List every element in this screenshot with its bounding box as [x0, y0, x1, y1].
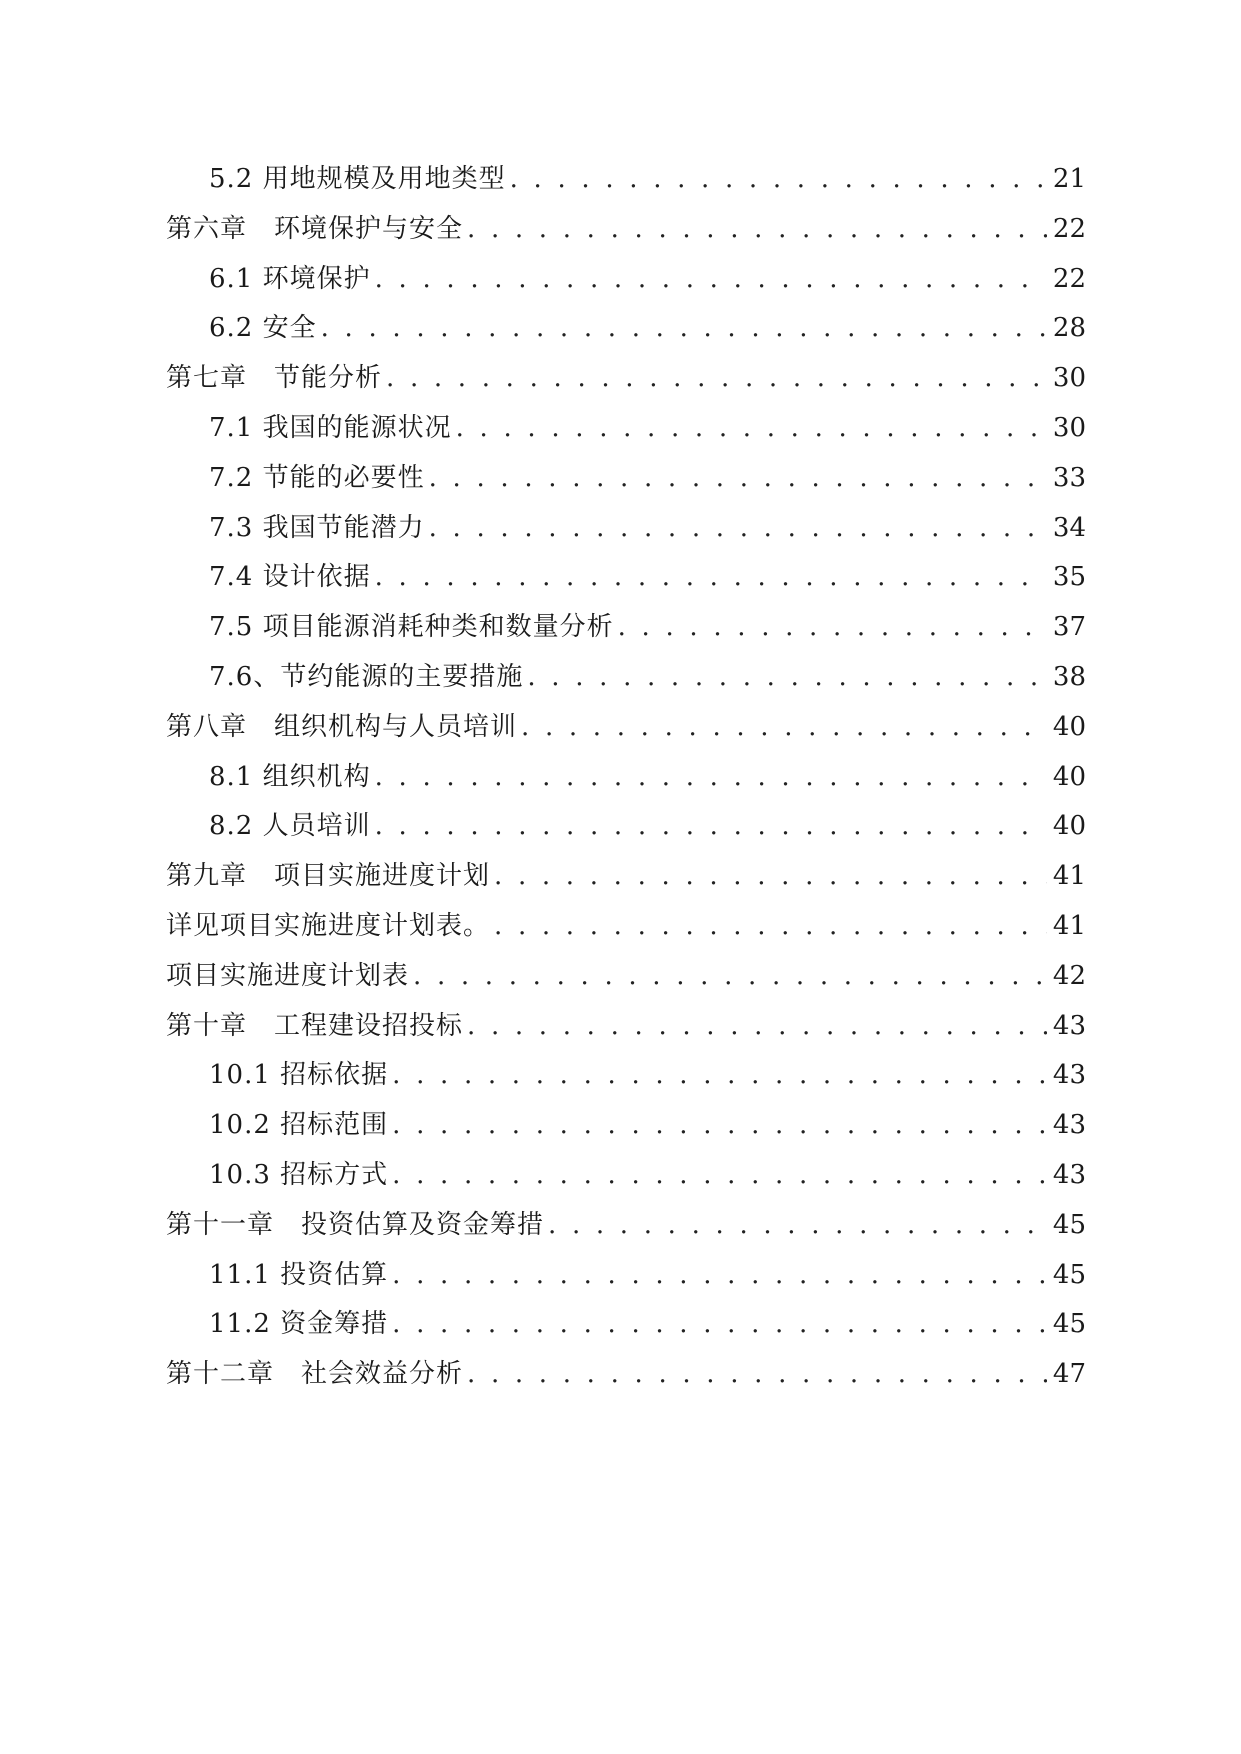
toc-dot-leader	[375, 753, 1047, 803]
toc-entry-page-number: 40	[1052, 811, 1086, 842]
toc-entry[interactable]	[166, 205, 1086, 255]
toc-entry[interactable]	[166, 354, 1086, 404]
toc-entry-title: 7.2 节能的必要性	[209, 462, 425, 493]
toc-entry-title: 5.2 用地规模及用地类型	[209, 164, 506, 194]
toc-entry[interactable]	[166, 1051, 1086, 1101]
toc-dot-leader	[386, 354, 1047, 404]
toc-entry-page-number: 45	[1052, 1309, 1086, 1340]
toc-entry-title: 7.3 我国节能潜力	[209, 512, 425, 543]
toc-entry[interactable]	[166, 155, 1086, 205]
toc-entry-page-number: 22	[1052, 263, 1086, 294]
toc-entry-title: 8.2 人员培训	[209, 811, 371, 842]
toc-entry-title: 第八章 组织机构与人员培训	[166, 711, 518, 742]
toc-entry-title: 7.1 我国的能源状况	[209, 412, 452, 443]
toc-entry-page-number: 43	[1052, 1010, 1086, 1041]
toc-entry-page-number: 47	[1052, 1359, 1086, 1390]
toc-entry[interactable]	[166, 952, 1086, 1002]
toc-entry[interactable]	[166, 553, 1086, 603]
toc-dot-leader	[392, 1101, 1047, 1151]
toc-entry[interactable]	[166, 703, 1086, 753]
toc-dot-leader	[321, 304, 1047, 354]
toc-entry-title: 11.1 投资估算	[209, 1259, 389, 1290]
toc-entry-title: 详见项目实施进度计划表。	[166, 910, 491, 941]
toc-entry[interactable]	[166, 1201, 1086, 1251]
toc-entry-page-number: 38	[1052, 661, 1086, 692]
toc-entry[interactable]	[166, 1251, 1086, 1301]
toc-entry-title: 第七章 节能分析	[166, 363, 383, 394]
toc-entry[interactable]	[166, 255, 1086, 305]
toc-entry-page-number: 45	[1052, 1209, 1086, 1240]
toc-entry-title: 6.2 安全	[209, 313, 317, 344]
toc-entry-title: 8.1 组织机构	[209, 761, 371, 792]
toc-entry-title: 第九章 项目实施进度计划	[166, 861, 491, 892]
toc-dot-leader	[429, 504, 1047, 554]
toc-dot-leader	[521, 703, 1047, 753]
toc-entry[interactable]	[166, 852, 1086, 902]
toc-dot-leader	[510, 155, 1047, 205]
toc-entry-page-number: 40	[1052, 761, 1086, 792]
toc-entry-page-number: 30	[1052, 363, 1086, 394]
toc-entry[interactable]	[166, 1002, 1086, 1052]
toc-entry[interactable]	[166, 1101, 1086, 1151]
table-of-contents	[166, 155, 1086, 1400]
toc-dot-leader	[467, 1002, 1047, 1052]
toc-dot-leader	[548, 1201, 1047, 1251]
toc-entry-title: 6.1 环境保护	[209, 263, 371, 294]
toc-entry-page-number: 43	[1052, 1159, 1086, 1190]
toc-entry-title: 第十二章 社会效益分析	[166, 1359, 464, 1390]
toc-entry-page-number: 21	[1052, 164, 1086, 194]
toc-dot-leader	[467, 205, 1047, 255]
toc-entry-title: 第十章 工程建设招投标	[166, 1010, 464, 1041]
toc-entry[interactable]	[166, 802, 1086, 852]
toc-entry-page-number: 43	[1052, 1110, 1086, 1141]
toc-dot-leader	[375, 553, 1047, 603]
toc-entry-title: 第十一章 投资估算及资金筹措	[166, 1209, 545, 1240]
toc-entry[interactable]	[166, 454, 1086, 504]
toc-entry-title: 7.5 项目能源消耗种类和数量分析	[209, 612, 614, 643]
toc-entry[interactable]	[166, 404, 1086, 454]
toc-entry-title: 11.2 资金筹措	[209, 1309, 389, 1340]
toc-entry-page-number: 28	[1052, 313, 1086, 344]
toc-entry-page-number: 41	[1052, 910, 1086, 941]
toc-entry[interactable]	[166, 1151, 1086, 1201]
toc-dot-leader	[456, 404, 1047, 454]
toc-dot-leader	[375, 255, 1047, 305]
toc-entry-title: 10.3 招标方式	[209, 1159, 389, 1190]
toc-dot-leader	[392, 1251, 1047, 1301]
toc-dot-leader	[392, 1151, 1047, 1201]
toc-dot-leader	[494, 852, 1047, 902]
toc-dot-leader	[429, 454, 1047, 504]
toc-entry-page-number: 41	[1052, 861, 1086, 892]
toc-entry-page-number: 30	[1052, 412, 1086, 443]
toc-entry-title: 7.4 设计依据	[209, 562, 371, 593]
toc-entry[interactable]	[166, 902, 1086, 952]
toc-entry[interactable]	[166, 504, 1086, 554]
toc-entry-page-number: 34	[1052, 512, 1086, 543]
toc-entry-title: 项目实施进度计划表	[166, 960, 410, 991]
toc-entry[interactable]	[166, 304, 1086, 354]
toc-dot-leader	[413, 952, 1047, 1002]
toc-entry[interactable]	[166, 1300, 1086, 1350]
toc-entry-page-number: 35	[1052, 562, 1086, 593]
toc-entry-title: 10.1 招标依据	[209, 1060, 389, 1091]
toc-entry-page-number: 43	[1052, 1060, 1086, 1091]
toc-entry-page-number: 40	[1052, 711, 1086, 742]
toc-entry-page-number: 45	[1052, 1259, 1086, 1290]
toc-entry-title: 7.6、节约能源的主要措施	[209, 661, 524, 692]
toc-dot-leader	[618, 603, 1047, 653]
toc-dot-leader	[527, 653, 1047, 703]
toc-entry-page-number: 22	[1052, 213, 1086, 244]
toc-entry[interactable]	[166, 1350, 1086, 1400]
toc-dot-leader	[494, 902, 1047, 952]
toc-entry-page-number: 42	[1052, 960, 1086, 991]
toc-dot-leader	[392, 1300, 1047, 1350]
toc-entry[interactable]	[166, 753, 1086, 803]
toc-entry-page-number: 33	[1052, 462, 1086, 493]
toc-entry-page-number: 37	[1052, 612, 1086, 643]
toc-entry-title: 10.2 招标范围	[209, 1110, 389, 1141]
toc-dot-leader	[392, 1051, 1047, 1101]
toc-dot-leader	[467, 1350, 1047, 1400]
toc-entry[interactable]	[166, 603, 1086, 653]
toc-entry-title: 第六章 环境保护与安全	[166, 213, 464, 244]
toc-entry[interactable]	[166, 653, 1086, 703]
toc-dot-leader	[375, 802, 1047, 852]
